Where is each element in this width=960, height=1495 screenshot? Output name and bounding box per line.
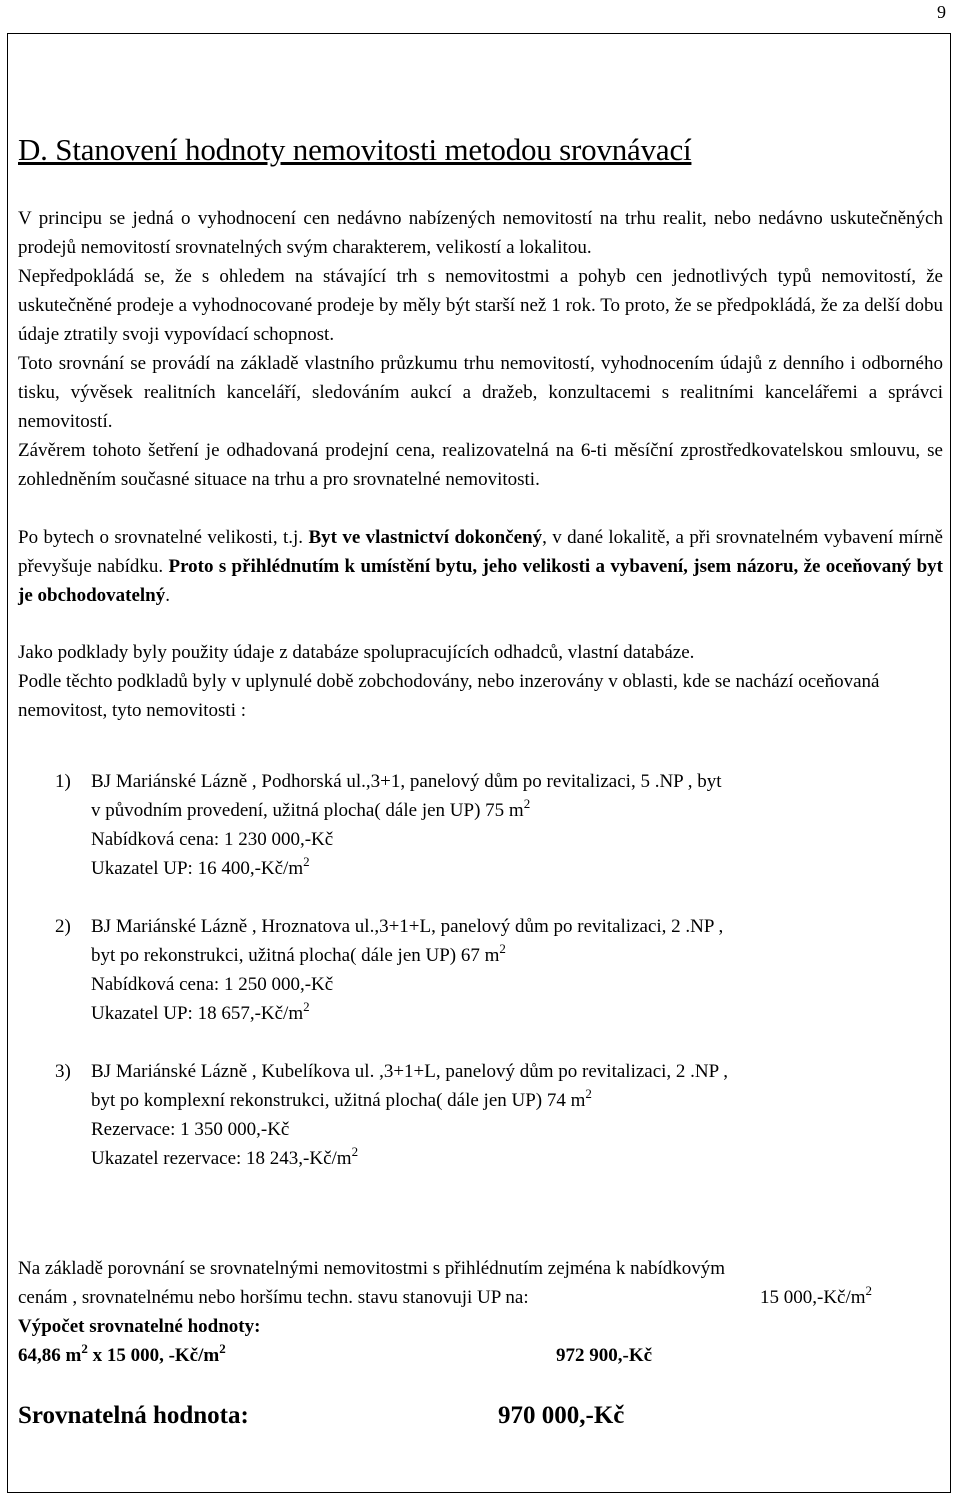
document-body — [18, 128, 943, 1437]
paragraph-method: Toto srovnání se provádí na základě vlastního průzkumu trhu nemovitostí, vyhodnocením údajů z denního i odborného tisku, vývěsek realitních kanceláří, sledováním aukcí a dražeb, konzultacemi s realitními kancelářemi a správci nemovitostí. — [18, 353, 943, 432]
property-number: 1) — [55, 771, 71, 792]
property-item-3 — [18, 1057, 943, 1173]
superscript: 2 — [303, 854, 310, 869]
summary-up-value: 15 000,-Kč/m — [760, 1287, 866, 1308]
assessment-text-1: Po bytech o srovnatelné velikosti, t.j. — [18, 527, 309, 548]
assessment-text-2: , v dané lokalitě, a při srovnatelném vybavení mírně převyšuje nabídku. — [18, 527, 943, 577]
assessment-bold-2: Proto s přihlédnutím k umístění bytu, jeho velikosti a vybavení, jsem názoru, že oceňovaný byt je obchodovatelný — [18, 556, 944, 606]
property-indicator-line — [91, 1144, 943, 1173]
property-indicator-line — [91, 854, 943, 883]
superscript: 2 — [523, 796, 531, 811]
summary-line-2 — [18, 1283, 943, 1312]
superscript: 2 — [219, 1341, 226, 1356]
property-area: byt po komplexní rekonstrukci, užitná plocha( dále jen UP) 74 m — [91, 1090, 586, 1111]
property-area-line — [91, 796, 943, 825]
paragraph-principle: V principu se jedná o vyhodnocení cen nedávno nabízených nemovitostí na trhu realit, nebo nedávno uskutečněných prodejů nemovitostí srovnatelných svým charakterem, velikostí a lokalitou. — [18, 208, 943, 258]
property-description: BJ Mariánské Lázně , Kubelíkova ul. ,3+1+L, panelový dům po revitalizaci, 2 .NP , — [91, 1061, 729, 1082]
assessment-bold-1: Byt ve vlastnictví dokončený — [308, 527, 543, 548]
page-number: 9 — [937, 2, 946, 22]
final-label: Srovnatelná hodnota: — [18, 1402, 249, 1429]
calc-result: 972 900,-Kč — [556, 1345, 653, 1366]
paragraph-assessment — [18, 523, 943, 610]
paragraph-sources-2: Podle těchto podkladů byly v uplynulé době zobchodovány, nebo inzerovány v oblasti, kde se nachází oceňovaná nemovitost, tyto nemovitosti : — [18, 671, 880, 721]
property-area: byt po rekonstrukci, užitná plocha( dále jen UP) 67 m — [91, 945, 500, 966]
property-indicator: Ukazatel UP: 16 400,-Kč/m — [91, 858, 304, 879]
property-indicator-line — [91, 999, 943, 1028]
property-list — [18, 767, 943, 1173]
superscript: 2 — [81, 1341, 88, 1356]
property-number: 2) — [55, 916, 71, 937]
property-area-line — [91, 1086, 943, 1115]
final-value: 970 000,-Kč — [498, 1402, 625, 1429]
summary-up-value-wrap — [760, 1283, 872, 1312]
property-indicator: Ukazatel UP: 18 657,-Kč/m — [91, 1003, 304, 1024]
calc-heading: Výpočet srovnatelné hodnoty: — [18, 1316, 261, 1337]
property-item-1 — [18, 767, 943, 883]
property-item-2 — [18, 912, 943, 1028]
superscript: 2 — [499, 941, 506, 956]
property-description: BJ Mariánské Lázně , Hroznatova ul.,3+1+L, panelový dům po revitalizaci, 2 .NP , — [91, 916, 724, 937]
property-price: Nabídková cena: 1 250 000,-Kč — [91, 974, 334, 995]
final-value-row — [18, 1401, 943, 1437]
property-price: Rezervace: 1 350 000,-Kč — [91, 1119, 290, 1140]
paragraph-conclusion: Závěrem tohoto šetření je odhadovaná prodejní cena, realizovatelná na 6-ti měsíční zprostředkovatelskou smlouvu, se zohledněním současné situace na trhu a pro srovnatelné nemovitosti. — [18, 440, 943, 490]
paragraph-assumption: Nepředpokládá se, že s ohledem na stávající trh s nemovitostmi a pohyb cen jednotlivých typů nemovitostí, že uskutečněné prodeje a vyhodnocované prodeje by měly být starší než 1 rok. To proto, že se předpokládá, že za delší dobu údaje ztratily svoji vypovídací schopnost. — [18, 266, 943, 345]
calc-rate: x 15 000, -Kč/m — [87, 1345, 220, 1366]
superscript: 2 — [351, 1144, 359, 1159]
calc-area: 64,86 m — [18, 1345, 82, 1366]
property-description: BJ Mariánské Lázně , Podhorská ul.,3+1, panelový dům po revitalizaci, 5 .NP , byt — [91, 771, 722, 792]
superscript: 2 — [585, 1086, 592, 1101]
property-number: 3) — [55, 1061, 71, 1082]
summary-up-label: cenám , srovnatelnému nebo horšímu techn. stavu stanovuji UP na: — [18, 1287, 529, 1308]
property-price: Nabídková cena: 1 230 000,-Kč — [91, 829, 334, 850]
summary-block — [18, 1254, 943, 1437]
superscript: 2 — [865, 1283, 873, 1298]
paragraph-sources-1: Jako podklady byly použity údaje z databáze spolupracujících odhadců, vlastní databáze. — [18, 642, 695, 663]
property-indicator: Ukazatel rezervace: 18 243,-Kč/m — [91, 1148, 352, 1169]
assessment-text-3: . — [165, 585, 170, 606]
section-title: D. Stanovení hodnoty nemovitosti metodou srovnávací — [18, 132, 692, 167]
property-area: v původním provedení, užitná plocha( dále jen UP) 75 m — [91, 800, 524, 821]
summary-line-1: Na základě porovnání se srovnatelnými nemovitostmi s přihlédnutím zejména k nabídkovým — [18, 1258, 726, 1279]
property-area-line — [91, 941, 943, 970]
calc-line — [18, 1341, 943, 1370]
superscript: 2 — [303, 999, 310, 1014]
